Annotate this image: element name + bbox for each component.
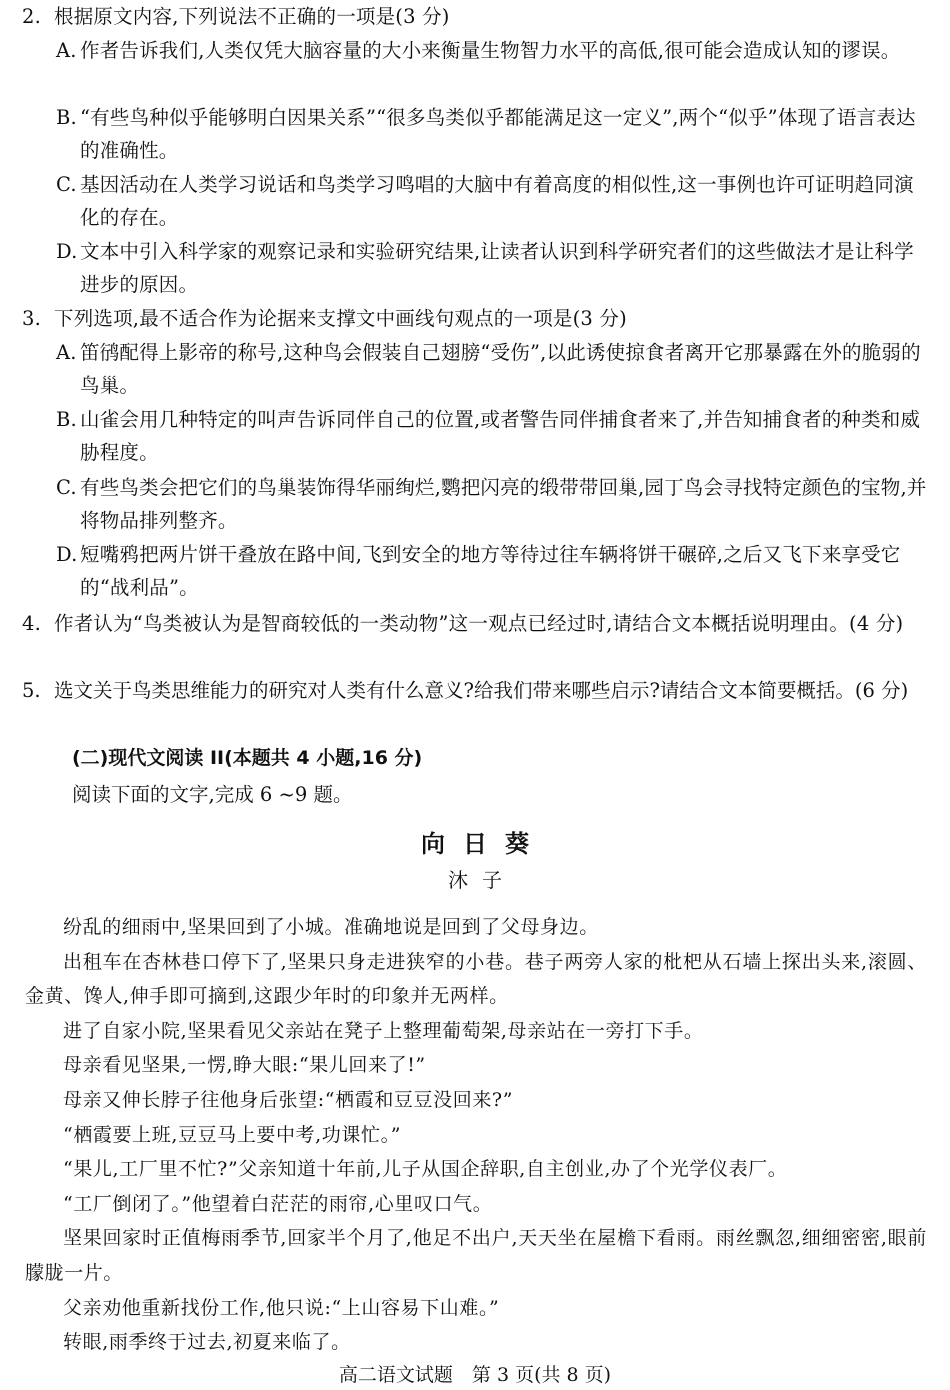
story-paragraph: 母亲又伸长脖子往他身后张望:“栖霞和豆豆没回来?” xyxy=(63,1088,514,1111)
option-text: 文本中引入科学家的观察记录和实验研究结果,让读者认识到科学研究者们的这些做法才是让科学进步的原因。 xyxy=(80,240,914,296)
option-text: “有些鸟种似乎能够明白因果关系”“很多鸟类似乎都能满足这一定义”,两个“似乎”体现了语言表达的准确性。 xyxy=(80,106,916,162)
option-text: 笛鸻配得上影帝的称号,这种鸟会假装自己翅膀“受伤”,以此诱使掠食者离开它那暴露在外的脆弱的鸟巢。 xyxy=(80,341,921,397)
question-3-option-a xyxy=(56,336,928,402)
section-heading: (二)现代文阅读 II(本题共 4 小题,16 分) xyxy=(72,747,423,769)
question-2-option-a xyxy=(56,34,928,67)
story-paragraph: 坚果回家时正值梅雨季节,回家半个月了,他足不出户,天天坐在屋檐下看雨。雨丝飘忽,细细密密,眼前朦胧一片。 xyxy=(25,1227,927,1284)
question-2-option-b xyxy=(56,101,928,167)
question-4 xyxy=(22,607,928,640)
option-label: D. xyxy=(56,240,78,263)
story-title: 向日葵 xyxy=(421,830,547,858)
question-3-option-c xyxy=(56,471,928,537)
question-text: 作者认为“鸟类被认为是智商较低的一类动物”这一观点已经过时,请结合文本概括说明理由。(4 分) xyxy=(54,612,904,635)
option-label: A. xyxy=(56,341,77,364)
option-text: 短嘴鸦把两片饼干叠放在路中间,飞到安全的地方等待过往车辆将饼干碾碎,之后又飞下来享受它的“战利品”。 xyxy=(80,543,901,599)
question-2-stem xyxy=(22,0,928,33)
story-paragraph: “工厂倒闭了。”他望着白茫茫的雨帘,心里叹口气。 xyxy=(63,1192,493,1215)
question-number: 2. xyxy=(22,5,42,28)
section-instruction: 阅读下面的文字,完成 6 ~9 题。 xyxy=(72,783,353,806)
question-2-option-d xyxy=(56,235,928,301)
option-label: B. xyxy=(56,106,77,129)
question-number: 3. xyxy=(22,307,42,330)
option-label: C. xyxy=(56,476,77,499)
question-number: 4. xyxy=(22,612,42,635)
option-label: B. xyxy=(56,408,77,431)
story-author: 沐子 xyxy=(448,868,516,892)
option-label: A. xyxy=(56,39,77,62)
question-5 xyxy=(22,674,928,707)
question-number: 5. xyxy=(22,679,41,702)
story-paragraph: 纷乱的细雨中,坚果回到了小城。准确地说是回到了父母身边。 xyxy=(63,916,599,938)
question-text: 下列选项,最不适合作为论据来支撑文中画线句观点的一项是(3 分) xyxy=(54,307,627,330)
question-text: 选文关于鸟类思维能力的研究对人类有什么意义?给我们带来哪些启示?请结合文本简要概括。(6 分) xyxy=(54,679,909,702)
story-body xyxy=(25,910,927,1360)
question-3-option-b xyxy=(56,403,928,469)
story-paragraph: 父亲劝他重新找份工作,他只说:“上山容易下山难。” xyxy=(63,1296,500,1319)
option-text: 作者告诉我们,人类仅凭大脑容量的大小来衡量生物智力水平的高低,很可能会造成认知的谬误。 xyxy=(80,39,901,62)
story-paragraph: “栖霞要上班,豆豆马上要中考,功课忙。” xyxy=(63,1123,402,1146)
option-text: 有些鸟类会把它们的鸟巢装饰得华丽绚烂,鹦把闪亮的缎带带回巢,园丁鸟会寻找特定颜色的宝物,并将物品排列整齐。 xyxy=(80,476,927,532)
story-paragraph: “果儿,工厂里不忙?”父亲知道十年前,儿子从国企辞职,自主创业,办了个光学仪表厂。 xyxy=(63,1158,788,1181)
option-label: D. xyxy=(56,543,78,566)
option-label: C. xyxy=(56,173,77,196)
question-3-stem xyxy=(22,302,928,335)
option-text: 基因活动在人类学习说话和鸟类学习鸣唱的大脑中有着高度的相似性,这一事例也许可证明趋同演化的存在。 xyxy=(80,173,914,229)
question-3-option-d xyxy=(56,538,928,604)
story-paragraph: 母亲看见坚果,一愣,睁大眼:“果儿回来了!” xyxy=(63,1054,426,1077)
story-paragraph: 转眼,雨季终于过去,初夏来临了。 xyxy=(63,1331,351,1354)
question-2-option-c xyxy=(56,168,928,234)
option-text: 山雀会用几种特定的叫声告诉同伴自己的位置,或者警告同伴捕食者来了,并告知捕食者的种类和威胁程度。 xyxy=(80,408,921,464)
story-paragraph: 进了自家小院,坚果看见父亲站在凳子上整理葡萄架,母亲站在一旁打下手。 xyxy=(63,1019,704,1042)
page-footer: 高二语文试题 第 3 页(共 8 页) xyxy=(338,1364,612,1386)
story-paragraph: 出租车在杏林巷口停下了,坚果只身走进狭窄的小巷。巷子两旁人家的枇杷从石墙上探出头来,滚圆、金黄、馋人,伸手即可摘到,这跟少年时的印象并无两样。 xyxy=(25,950,927,1008)
question-text: 根据原文内容,下列说法不正确的一项是(3 分) xyxy=(54,5,450,28)
